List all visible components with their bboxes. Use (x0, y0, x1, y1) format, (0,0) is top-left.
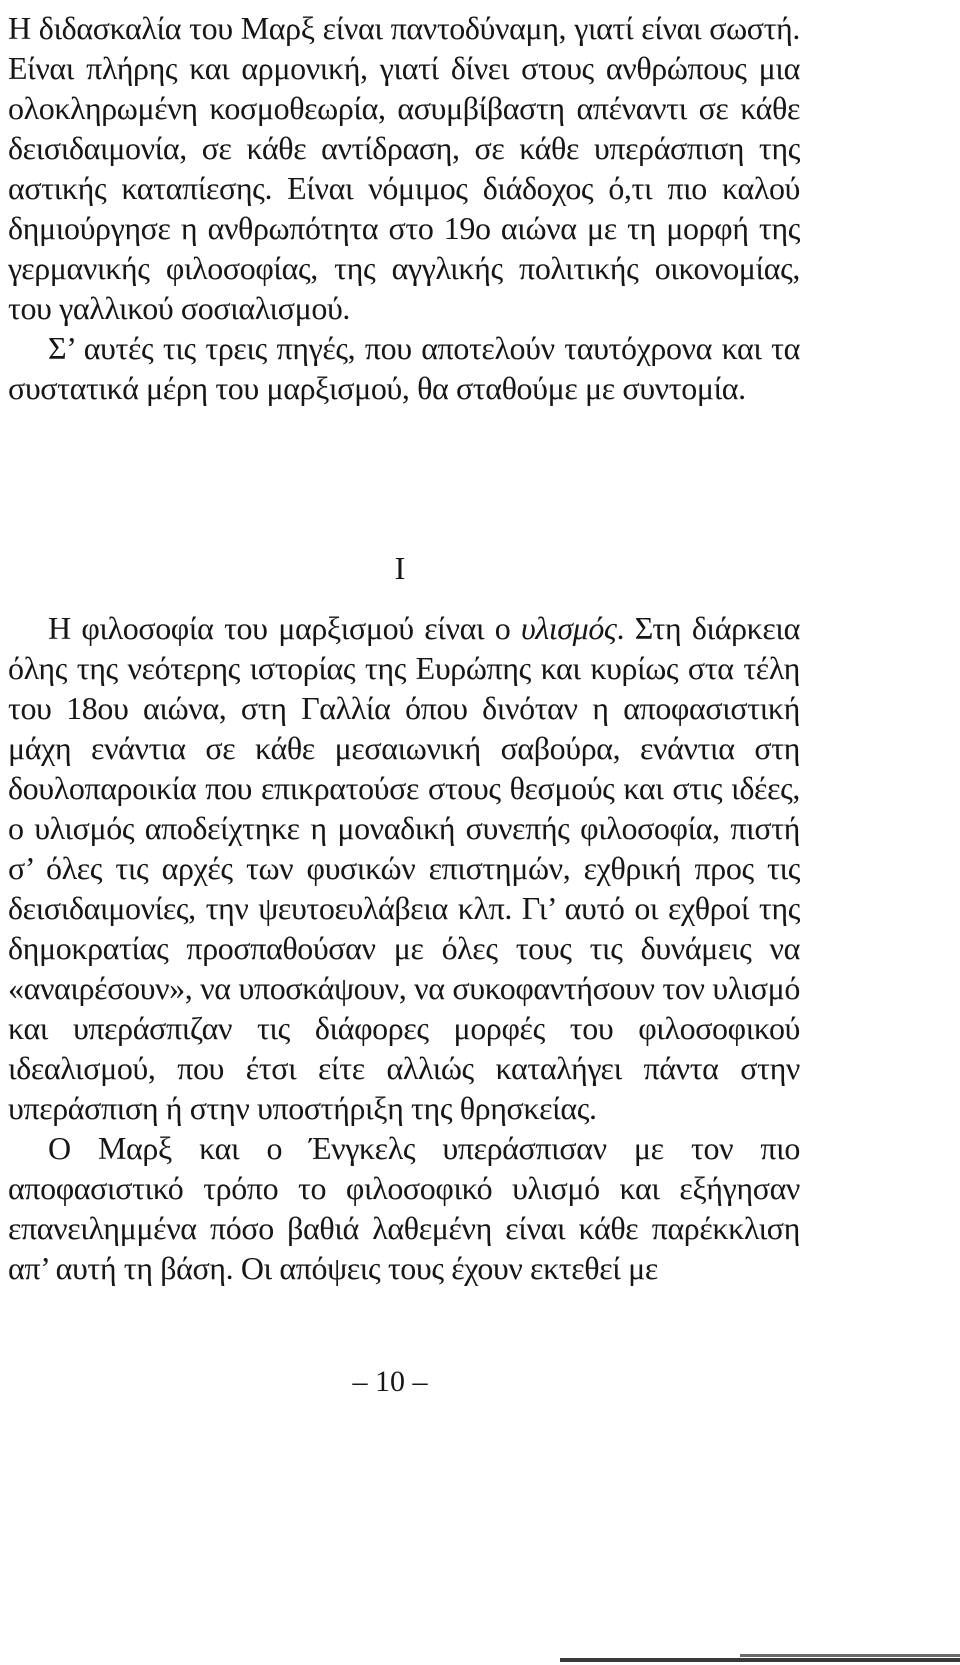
page-number: – 10 – (352, 1365, 428, 1398)
scan-edge-mark-secondary (740, 1654, 960, 1657)
section-paragraph-1-lead: Η φιλοσοφία του μαρξισμού είναι ο (48, 610, 522, 646)
section-paragraph-2: Ο Μαρξ και ο Ένγκελς υπεράσπισαν με τον πιο αποφασιστικό τρόπο το φιλοσοφικό υλισμό και εξήγησαν επανειλημμένα πόσο βαθιά λαθεμένη είναι κάθε παρέκκλιση απ’ αυτή τη βάση. Οι απόψεις τους έχουν εκτεθεί με (8, 1130, 800, 1286)
intro-paragraph-1: Η διδασκαλία του Μαρξ είναι παντοδύναμη, γιατί είναι σωστή. Είναι πλήρης και αρμονική, γιατί δίνει στους ανθρώπους μια ολοκληρωμένη κοσμοθεωρία, ασυμβίβαστη απέναντι σε κάθε δεισιδαιμονία, σε κάθε αντίδραση, σε κάθε υπεράσπιση της αστικής καταπίεσης. Είναι νόμιμος διάδοχος ό,τι πιο καλού δημιούργησε η ανθρωπότητα στο 19ο αιώνα με τη μορφή της γερμανικής φιλοσοφίας, της αγγλικής πολιτικής οικονομίας, του γαλλικού σοσιαλισμού. (8, 10, 800, 326)
section-paragraph-1 (8, 608, 800, 1128)
section-text (8, 608, 800, 1288)
intro-text (8, 8, 800, 408)
materialism-emphasis: υλισμός (521, 610, 617, 646)
intro-paragraph-2: Σ’ αυτές τις τρεις πηγές, που αποτελούν ταυτόχρονα και τα συστατικά μέρη του μαρξισμού, θα σταθούμε με συντομία. (8, 330, 800, 406)
section-paragraph-1-rest: . Στη διάρκεια όλης της νεότερης ιστορίας της Ευρώπης και κυρίως στα τέλη του 18ου αιώνα, στη Γαλλία όπου δινόταν η αποφασιστική μάχη ενάντια σε κάθε μεσαιωνική σαβούρα, ενάντια στη δουλοπαροικία που επικρατούσε στους θεσμούς και στις ιδέες, ο υλισμός αποδείχτηκε η μοναδική συνεπής φιλοσοφία, πιστή σ’ όλες τις αρχές των φυσικών επιστημών, εχθρική προς τις δεισιδαιμονίες, την ψευτοευλάβεια κλπ. Γι’ αυτό οι εχθροί της δημοκρατίας προσπαθούσαν με όλες τους τις δυνάμεις να «αναιρέσουν», να υποσκάψουν, να συκοφαντήσουν τον υλισμό και υπεράσπιζαν τις διάφορες μορφές του φιλοσοφικού ιδεαλισμού, που έτσι είτε αλλιώς καταλήγει πάντα στην υπεράσπιση ή στην υποστήριξη της θρησκείας. (8, 610, 800, 1126)
scan-edge-mark (560, 1658, 960, 1662)
section-numeral: I (394, 550, 406, 586)
